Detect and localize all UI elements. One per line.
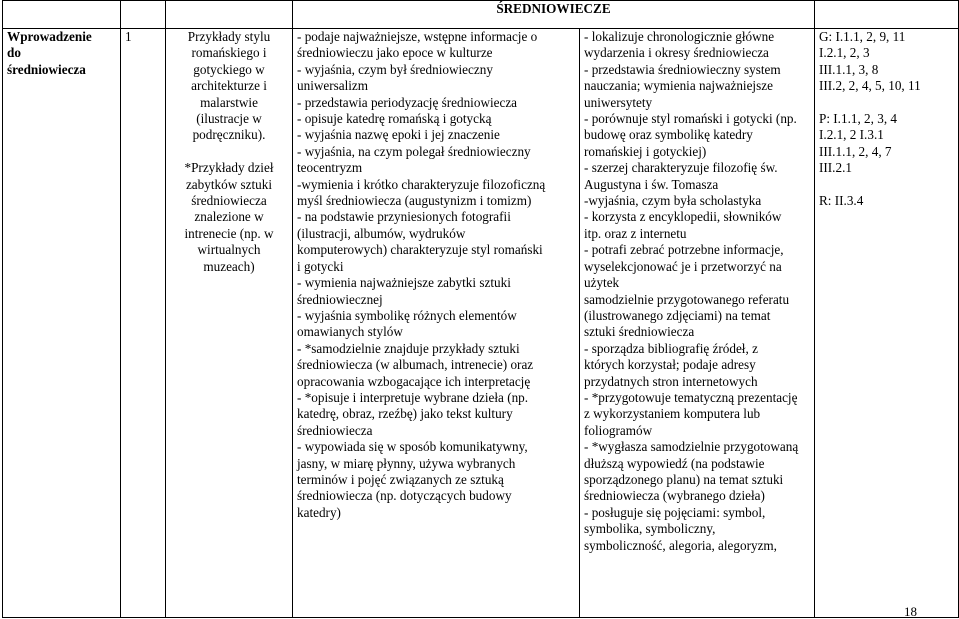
text-line: - posługuje się pojęciami: symbol,: [584, 504, 766, 520]
text-line: [819, 177, 954, 193]
text-line: - lokalizuje chronologicznie główne: [584, 29, 775, 44]
text-line: średniowiecza (wybranego dzieła): [584, 488, 765, 504]
text-line: do: [7, 45, 21, 61]
text-line: - wymienia najważniejsze zabytki sztuki: [297, 275, 511, 291]
text-line: - szerzej charakteryzuje filozofię św.: [584, 160, 778, 176]
text-line: przydatnych stron internetowych: [584, 373, 758, 389]
text-line: architekturze i: [191, 78, 267, 94]
text-line: sztuki średniowiecza: [584, 324, 695, 340]
text-line: - potrafi zebrać potrzebne informacje,: [584, 242, 784, 258]
text-line: jasny, w miarę płynny, używa wybranych: [297, 455, 516, 471]
text-line: III.2.1: [819, 160, 852, 176]
text-line: - wyjaśnia, na czym polegał średniowieczny: [297, 143, 531, 159]
text-line: średniowieczu jako epoce w kulturze: [297, 45, 493, 61]
text-line: *Przykłady dzieł: [184, 160, 274, 176]
text-line: itp. oraz z internetu: [584, 225, 687, 241]
text-line: - podaje najważniejsze, wstępne informacje o: [297, 29, 538, 44]
text-line: wydarzenia i okresy średniowiecza: [584, 45, 769, 61]
text-line: z wykorzystaniem komputera lub: [584, 406, 761, 422]
topic-cell: [3, 29, 121, 618]
text-line: średniowiecznej: [297, 291, 383, 307]
text-line: - wyjaśnia, czym był średniowieczny: [297, 61, 493, 77]
section-header: ŚREDNIOWIECZE: [293, 1, 815, 29]
text-line: budowę oraz symbolikę katedry: [584, 127, 753, 143]
skills-lines: [584, 29, 810, 554]
text-line: I.2.1, 2, 3: [819, 45, 870, 61]
text-line: średniowiecza: [191, 193, 267, 209]
text-line: gotyckiego w: [193, 61, 265, 77]
text-line: komputerowych) charakteryzuje styl romański: [297, 242, 543, 258]
text-line: - wypowiada się w sposób komunikatywny,: [297, 439, 528, 455]
text-line: omawianych stylów: [297, 324, 403, 340]
text-line: symboliczność, alegoria, alegoryzm,: [584, 537, 777, 553]
text-line: wirtualnych: [197, 242, 261, 258]
text-line: - wyjaśnia nazwę epoki i jej znaczenie: [297, 127, 500, 143]
text-line: muzeach): [203, 258, 255, 274]
text-line: średniowiecza: [7, 61, 86, 77]
text-line: symbolika, symboliczny,: [584, 521, 716, 537]
text-line: katedry): [297, 504, 341, 520]
text-line: dłuższą wypowiedź (na podstawie: [584, 455, 765, 471]
text-line: III.2, 2, 4, 5, 10, 11: [819, 78, 921, 94]
text-line: opracowania wzbogacające ich interpretację: [297, 373, 531, 389]
text-line: - przedstawia średniowieczny system: [584, 61, 781, 77]
text-line: - wyjaśnia symbolikę różnych elementów: [297, 307, 517, 323]
text-line: zabytków sztuki: [185, 176, 273, 192]
text-line: G: I.1.1, 2, 9, 11: [819, 29, 906, 44]
text-line: R: II.3.4: [819, 193, 864, 209]
text-line: III.1.1, 3, 8: [819, 61, 879, 77]
objectives-cell: [293, 29, 580, 618]
text-line: - *przygotowuje tematyczną prezentację: [584, 389, 798, 405]
text-line: uniwersytety: [584, 94, 653, 110]
text-line: samodzielnie przygotowanego referatu: [584, 291, 790, 307]
text-line: (ilustrowanego zdjęciami) na temat: [584, 307, 771, 323]
text-line: sporządzonego planu) na temat sztuki: [584, 471, 784, 487]
text-line: -wymienia i krótko charakteryzuje filozoficzną: [297, 176, 546, 192]
text-line: - przedstawia periodyzację średniowiecza: [297, 94, 518, 110]
text-line: III.1.1, 2, 4, 7: [819, 143, 892, 159]
text-line: -wyjaśnia, czym była scholastyka: [584, 193, 762, 209]
curriculum-table: [2, 0, 959, 618]
materials-lines: [170, 29, 288, 275]
text-line: - korzysta z encyklopedii, słowników: [584, 209, 782, 225]
text-line: Augustyna i św. Tomasza: [584, 176, 719, 192]
text-line: romańskiej i gotyckiej): [584, 143, 707, 159]
text-line: - *opisuje i interpretuje wybrane dzieła (np.: [297, 389, 529, 405]
text-line: myśl średniowiecza (augustynizm i tomizm): [297, 193, 532, 209]
skills-cell: [580, 29, 815, 618]
text-line: - opisuje katedrę romańską i gotycką: [297, 111, 492, 127]
text-line: użytek: [584, 275, 620, 291]
text-line: P: I.1.1, 2, 3, 4: [819, 111, 898, 127]
references-lines: [819, 29, 954, 209]
materials-cell: [166, 29, 293, 618]
text-line: terminów i pojęć związanych ze sztuką: [297, 471, 504, 487]
text-line: - *samodzielnie znajduje przykłady sztuki: [297, 340, 520, 356]
text-line: średniowiecza (np. dotyczących budowy: [297, 488, 512, 504]
text-line: i gotycki: [297, 258, 344, 274]
text-line: - na podstawie przyniesionych fotografii: [297, 209, 511, 225]
text-line: - *wygłasza samodzielnie przygotowaną: [584, 439, 799, 455]
text-line: Przykłady stylu: [187, 29, 271, 44]
text-line: - porównuje styl romański i gotycki (np.: [584, 111, 797, 127]
header-row: [3, 1, 959, 29]
text-line: I.2.1, 2 I.3.1: [819, 127, 884, 143]
references-cell: [815, 29, 959, 618]
text-line: których korzystał; podaje adresy: [584, 357, 756, 373]
text-line: uniwersalizm: [297, 78, 369, 94]
text-line: [819, 95, 954, 111]
text-line: foliogramów: [584, 422, 653, 438]
text-line: (ilustracje w: [196, 111, 262, 127]
topic-lines: [7, 29, 116, 78]
table-row: [3, 29, 959, 618]
text-line: romańskiego i: [191, 45, 267, 61]
text-line: - sporządza bibliografię źródeł, z: [584, 340, 758, 356]
text-line: teocentryzm: [297, 160, 363, 176]
text-line: średniowiecza: [297, 422, 373, 438]
text-line: wyselekcjonować je i przetworzyć na: [584, 258, 782, 274]
text-line: znalezione w: [194, 209, 264, 225]
text-line: [170, 144, 288, 160]
text-line: średniowiecza (w albumach, intrenecie) oraz: [297, 357, 534, 373]
text-line: intrenecie (np. w: [184, 225, 274, 241]
text-line: nauczania; wymienia najważniejsze: [584, 78, 773, 94]
page-number: 18: [904, 604, 917, 619]
hours-cell: 1: [121, 29, 166, 618]
text-line: podręczniku).: [192, 127, 266, 143]
text-line: malarstwie: [200, 94, 258, 110]
text-line: katedrę, obraz, rzeźbę) jako tekst kultury: [297, 406, 513, 422]
text-line: Wprowadzenie: [7, 29, 92, 44]
text-line: (ilustracji, albumów, wydruków: [297, 225, 466, 241]
objectives-lines: [297, 29, 575, 521]
